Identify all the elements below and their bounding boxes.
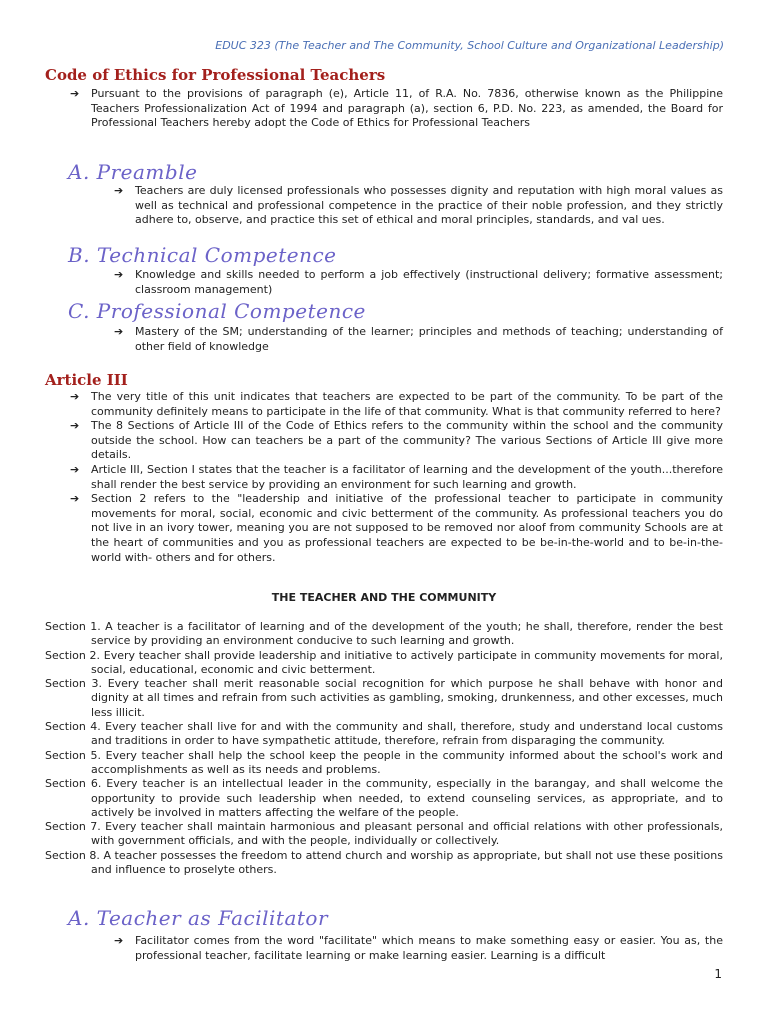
list-item: ➔ Section 2 refers to the "leadership and initiative of the professional teacher to participate in community movements for moral, social, economic and civic betterment of the community. As professional teachers you do not live in an ivory tower, meaning you are not supposed to be removed nor aloof from community Schools are at the heart of communities and you as professional teachers are expected to be be-in-the-world and to be-in-the-world with- others and for others. (70, 492, 723, 564)
technical-competence-list (114, 268, 723, 297)
section-item: Section 5. Every teacher shall help the school keep the people in the community informed about the school's work and accomplishments as well as its needs and problems. (45, 748, 723, 776)
facilitator-list (114, 934, 723, 963)
list-item: ➔ The 8 Sections of Article III of the Code of Ethics refers to the community within the school and the community outside the school. How can teachers be a part of the community? The various Sections of Article III give more details. (70, 419, 723, 462)
technical-competence-heading: B. Technical Competence (68, 243, 337, 267)
list-item: ➔ Mastery of the SM; understanding of the learner; principles and methods of teaching; understanding of other field of knowledge (114, 325, 723, 353)
section-item: Section 8. A teacher possesses the freedom to attend church and worship as appropriate, but shall not use these positions and influence to proselyte others. (45, 848, 723, 877)
page-number: 1 (714, 967, 722, 981)
section-item: Section 4. Every teacher shall live for and with the community and shall, therefore, study and understand local customs and traditions in order to have sympathetic attitude, therefore, refrain from disparaging the community. (45, 720, 723, 748)
arrow-bullet-icon: ➔ (70, 390, 80, 403)
list-item: ➔ Pursuant to the provisions of paragraph (e), Article 11, of R.A. No. 7836, otherwise known as the Philippine Teachers Professionalization Act of 1994 and paragraph (a), section 6, P.D. No. 223, as amended, the Board for Professional Teachers hereby adopt the Code of Ethics for Professional Teachers (70, 87, 723, 130)
article-list (70, 390, 723, 565)
facilitator-heading: A. Teacher as Facilitator (68, 906, 329, 930)
list-item: ➔ Teachers are duly licensed professionals who possesses dignity and reputation with high moral values as well as technical and professional competence in the practice of their noble profession, and they strictly adhere to, observe, and practice this set of ethical and moral principles, standards, and val ues. (114, 184, 723, 227)
preamble-list (114, 184, 723, 228)
section-item: Section 7. Every teacher shall maintain harmonious and pleasant personal and official relations with other professionals, with government officials, and with the people, individually or collectively. (45, 820, 723, 848)
section-item: Section 2. Every teacher shall provide leadership and initiative to actively participate in community movements for moral, social, educational, economic and civic betterment. (45, 648, 723, 676)
professional-competence-list (114, 325, 723, 354)
list-item: ➔ Article III, Section I states that the teacher is a facilitator of learning and the development of the youth...therefore shall render the best service by providing an environment for such learning and growth. (70, 462, 723, 491)
arrow-bullet-icon: ➔ (70, 492, 80, 506)
list-item: ➔ Facilitator comes from the word "facilitate" which means to make something easy or easier. You as, the professional teacher, facilitate learning or make learning easier. Learning is a difficult (114, 934, 723, 962)
article-heading: Article III (45, 371, 128, 389)
arrow-bullet-icon: ➔ (70, 462, 80, 476)
arrow-bullet-icon: ➔ (70, 419, 80, 433)
list-item: ➔ The very title of this unit indicates that teachers are expected to be part of the community. To be part of the community definitely means to participate in the life of that community. What is that community referred to here? (70, 390, 723, 418)
arrow-bullet-icon: ➔ (114, 325, 124, 338)
page-title: Code of Ethics for Professional Teachers (45, 66, 386, 84)
intro-list (70, 87, 723, 131)
section-item: Section 1. A teacher is a facilitator of learning and of the development of the youth; he shall, therefore, render the best service by providing an environment conducive to such learning and growth. (45, 620, 723, 648)
list-item: ➔ Knowledge and skills needed to perform a job effectively (instructional delivery; formative assessment; classroom management) (114, 268, 723, 296)
preamble-heading: A. Preamble (68, 160, 198, 184)
professional-competence-heading: C. Professional Competence (68, 299, 366, 323)
section-item: Section 3. Every teacher shall merit reasonable social recognition for which purpose he shall behave with honor and dignity at all times and refrain from such activities as gambling, smoking, drunkenness, and other excesses, much less illicit. (45, 677, 723, 719)
sections-list (45, 620, 723, 877)
section-item: Section 6. Every teacher is an intellectual leader in the community, especially in the barangay, and shall welcome the opportunity to provide such leadership when needed, to extend counseling services, as appropriate, and to actively be involved in matters affecting the welfare of the people. (45, 777, 723, 819)
arrow-bullet-icon: ➔ (114, 184, 124, 197)
arrow-bullet-icon: ➔ (114, 268, 124, 281)
arrow-bullet-icon: ➔ (114, 934, 124, 947)
course-header: EDUC 323 (The Teacher and The Community, School Culture and Organizational Leadership) (215, 39, 724, 52)
section-title: THE TEACHER AND THE COMMUNITY (271, 591, 497, 604)
arrow-bullet-icon: ➔ (70, 87, 80, 100)
